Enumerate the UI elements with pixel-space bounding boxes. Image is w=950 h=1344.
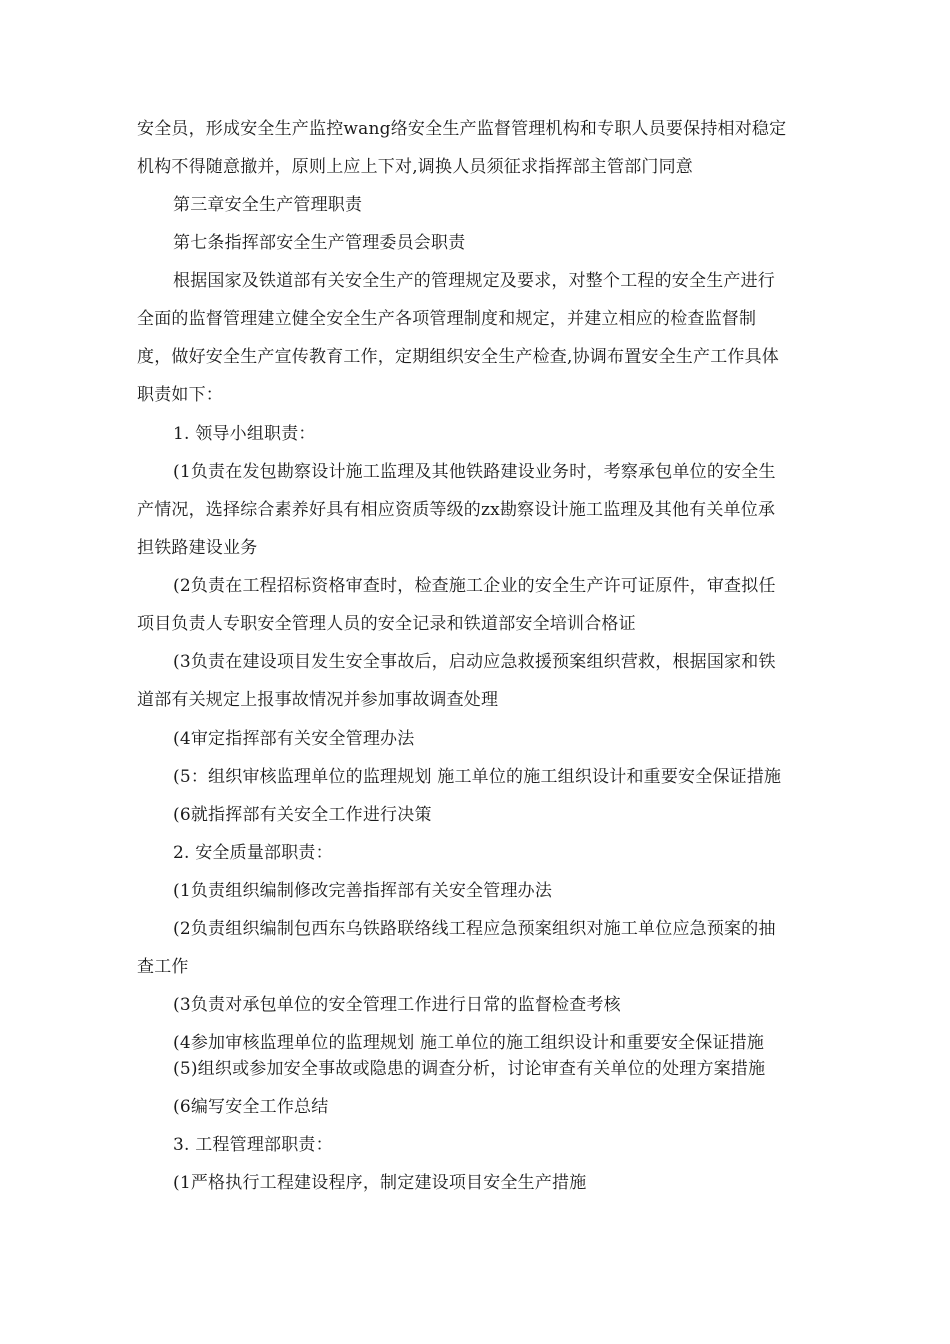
section-heading: 3. 工程管理部职责： — [173, 1135, 333, 1155]
list-item-line: 查工作 — [137, 957, 189, 977]
list-item-line: (2负责组织编制包西东乌铁路联络线工程应急预案组织对施工单位应急预案的抽 — [173, 919, 776, 939]
list-item-line: (4参加审核监理单位的监理规划 施工单位的施工组织设计和重要安全保证措施 — [173, 1033, 765, 1053]
list-item-line: (5)组织或参加安全事故或隐患的调查分析，讨论审查有关单位的处理方案措施 — [173, 1059, 766, 1079]
list-item-line: 担铁路建设业务 — [137, 538, 258, 558]
paragraph-line: 职责如下： — [137, 385, 223, 405]
list-item-line: (1严格执行工程建设程序，制定建设项目安全生产措施 — [173, 1173, 587, 1193]
article-heading: 第七条指挥部安全生产管理委员会职责 — [173, 233, 466, 253]
list-item-line: 项目负责人专职安全管理人员的安全记录和铁道部安全培训合格证 — [137, 614, 636, 634]
section-heading: 1. 领导小组职责： — [173, 424, 316, 444]
list-item-line: (4审定指挥部有关安全管理办法 — [173, 729, 415, 749]
list-item-line: (1负责组织编制修改完善指挥部有关安全管理办法 — [173, 881, 553, 901]
list-item-line: (1负责在发包勘察设计施工监理及其他铁路建设业务时，考察承包单位的安全生 — [173, 462, 776, 482]
list-item-line: (3负责在建设项目发生安全事故后，启动应急救援预案组织营救，根据国家和铁 — [173, 652, 776, 672]
list-item-line: (2负责在工程招标资格审查时，检查施工企业的安全生产许可证原件，审查拟任 — [173, 576, 776, 596]
paragraph-line: 根据国家及铁道部有关安全生产的管理规定及要求，对整个工程的安全生产进行 — [173, 271, 775, 291]
paragraph-line: 度，做好安全生产宣传教育工作，定期组织安全生产检查,协调布置安全生产工作具体 — [137, 347, 780, 367]
list-item-line: 产情况，选择综合素养好具有相应资质等级的zx勘察设计施工监理及其他有关单位承 — [137, 500, 776, 520]
paragraph-line: 机构不得随意撤并，原则上应上下对,调换人员须征求指挥部主管部门同意 — [137, 157, 694, 177]
list-item-line: (3负责对承包单位的安全管理工作进行日常的监督检查考核 — [173, 995, 621, 1015]
list-item-line: (5：组织审核监理单位的监理规划 施工单位的施工组织设计和重要安全保证措施 — [173, 767, 782, 787]
chapter-heading: 第三章安全生产管理职责 — [173, 195, 363, 215]
list-item-line: 道部有关规定上报事故情况并参加事故调查处理 — [137, 690, 499, 710]
paragraph-line: 安全员，形成安全生产监控wang络安全生产监督管理机构和专职人员要保持相对稳定 — [137, 119, 787, 139]
paragraph-line: 全面的监督管理建立健全安全生产各项管理制度和规定，并建立相应的检查监督制 — [137, 309, 757, 329]
list-item-line: (6就指挥部有关安全工作进行决策 — [173, 805, 432, 825]
section-heading: 2. 安全质量部职责： — [173, 843, 333, 863]
list-item-line: (6编写安全工作总结 — [173, 1097, 329, 1117]
